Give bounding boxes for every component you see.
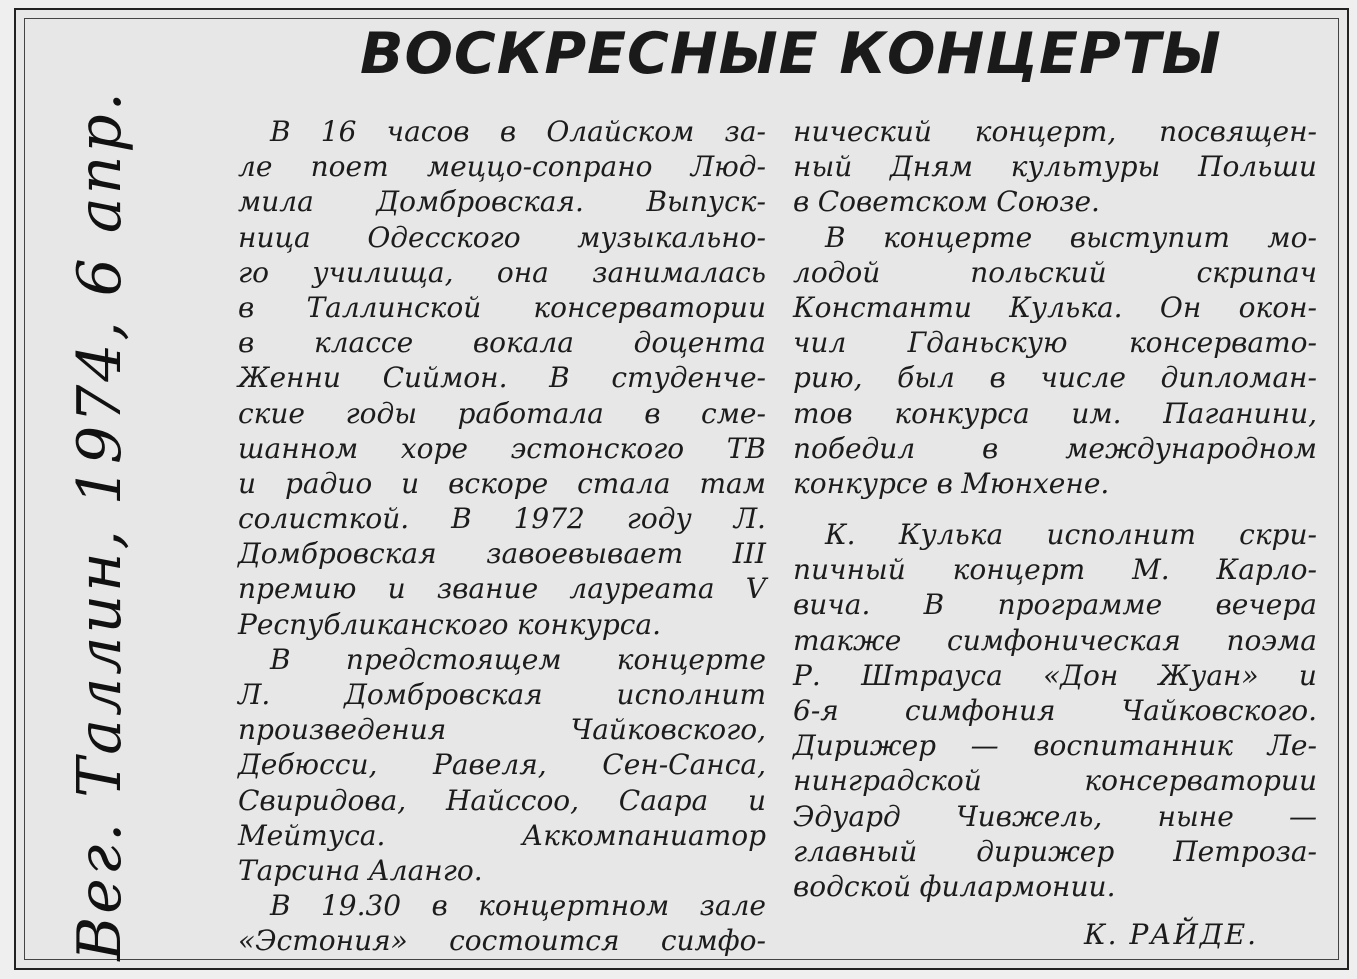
text-line: ские годы работала в сме- xyxy=(238,396,766,430)
text-line: К. Кулька исполнит скри- xyxy=(825,518,1317,552)
text-line: Домбровская завоевывает III xyxy=(238,537,766,571)
text-line: Женни Сиймон. В студенче- xyxy=(238,361,766,395)
text-line: чил Гданьскую консервато- xyxy=(793,326,1317,360)
text-line: В 16 часов в Олайском за- xyxy=(270,115,766,148)
text-line: ный Дням культуры Польши xyxy=(793,150,1317,184)
text-line: го училища, она занималась xyxy=(238,255,766,289)
author-signature: К. РАЙДЕ. xyxy=(1084,918,1259,951)
text-line: рию, был в числе дипломан- xyxy=(793,361,1317,395)
text-line: Республиканского конкурса. xyxy=(238,607,662,641)
text-line: премию и звание лауреата V xyxy=(238,572,766,606)
text-line: нинградской консерватории xyxy=(793,764,1317,798)
text-line: В концерте выступит мо- xyxy=(825,220,1317,254)
right-column xyxy=(793,114,1317,904)
left-column xyxy=(238,114,766,959)
text-line: нический концерт, посвящен- xyxy=(793,115,1317,148)
text-line: Тарсина Аланго. xyxy=(238,853,483,887)
text-line: Эдуард Чивжель, ныне — xyxy=(793,799,1317,833)
text-line: В 19.30 в концертном зале xyxy=(270,889,766,923)
text-line: мила Домбровская. Выпуск- xyxy=(238,185,766,219)
text-line: ле поет меццо-сопрано Люд- xyxy=(238,150,766,184)
text-line: пичный концерт М. Карло- xyxy=(793,553,1317,587)
text-line: В предстоящем концерте xyxy=(270,642,766,676)
headline: ВОСКРЕСНЫЕ КОНЦЕРТЫ xyxy=(360,21,1222,87)
text-line: лодой польский скрипач xyxy=(793,255,1317,289)
text-line: и радио и вскоре стала там xyxy=(238,466,766,500)
text-line: главный дирижер Петроза- xyxy=(793,834,1317,868)
text-line: ница Одесского музыкально- xyxy=(238,220,766,254)
text-line: вича. В программе вечера xyxy=(793,588,1317,622)
text-line: шанном хоре эстонского ТВ xyxy=(238,431,766,465)
text-line: Л. Домбровская исполнит xyxy=(238,678,766,711)
text-line: водской филармонии. xyxy=(793,869,1116,903)
text-line: Дебюсси, Равеля, Сен-Санса, xyxy=(238,748,766,782)
text-line: солисткой. В 1972 году Л. xyxy=(238,502,766,536)
text-line: в Советском Союзе. xyxy=(793,185,1100,219)
text-line: Р. Штрауса «Дон Жуан» и xyxy=(793,658,1317,692)
text-line: Дирижер — воспитанник Ле- xyxy=(793,729,1317,763)
text-line: в классе вокала доцента xyxy=(238,326,766,360)
text-line: Свиридова, Найссоо, Саара и xyxy=(238,783,766,817)
text-line: также симфоническая поэма xyxy=(793,623,1317,657)
text-line: тов конкурса им. Паганини, xyxy=(793,396,1317,430)
text-line: «Эстония» состоится симфо- xyxy=(238,924,766,958)
text-line: 6-я симфония Чайковского. xyxy=(793,694,1317,727)
text-line: победил в международном xyxy=(793,431,1317,465)
text-line: Мейтуса. Аккомпаниатор xyxy=(238,818,766,852)
text-line: Константи Кулька. Он окон- xyxy=(793,290,1317,324)
paragraph-gap xyxy=(793,501,1317,517)
handwritten-note: Вег. Таллин, 1974, 6 апр. xyxy=(65,89,135,961)
text-line: конкурсе в Мюнхене. xyxy=(793,466,1110,500)
text-line: в Таллинской консерватории xyxy=(238,290,766,324)
text-line: произведения Чайковского, xyxy=(238,713,766,747)
